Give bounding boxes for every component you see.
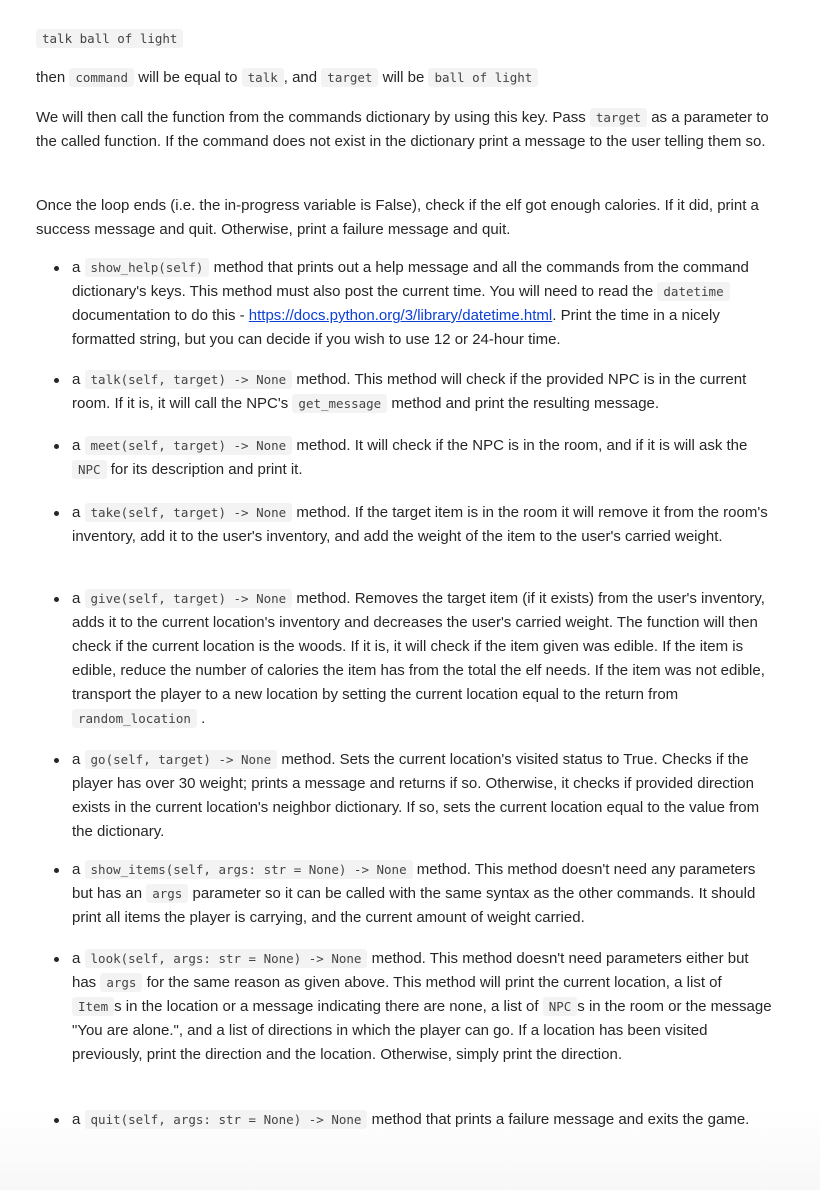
inline-code: target <box>590 108 647 127</box>
text: method. This method doesn't need parameters either but has <box>72 950 749 991</box>
datetime-docs-link[interactable]: https://docs.python.org/3/library/datetime.html <box>248 307 553 324</box>
inline-code: NPC <box>543 997 578 1016</box>
list-item-look <box>72 947 774 1067</box>
text: a <box>72 590 81 607</box>
text: a <box>72 437 81 454</box>
inline-code: meet(self, target) -> None <box>85 436 293 455</box>
inline-code: talk <box>242 68 284 87</box>
inline-code: args <box>100 973 142 992</box>
list-item-show-help <box>72 256 774 352</box>
inline-code: go(self, target) -> None <box>85 750 278 769</box>
text: We will then call the function from the commands dictionary by using this key. Pass <box>36 109 586 126</box>
text: method. Removes the target item (if it exists) from the user's inventory, adds it to the current location's inventory and decreases the user's carried weight. The function will then check if the current location is the woods. If it is, it will check if the item given was edible. If the item is edible, reduce the number of calories the item has from the total the elf needs. If the item was not edible, transport the player to a new location by setting the current location equal to the return from <box>72 590 765 703</box>
text: , and <box>283 69 318 86</box>
text: s in the location or a message indicating there are none, a list of <box>114 998 539 1015</box>
text: . Print the time in a nicely formatted string, but you can decide if you wish to use 12 or 24-hour time. <box>72 307 720 348</box>
text: method. This method doesn't need any parameters but has an <box>72 861 756 902</box>
paragraph-command-target <box>36 66 792 90</box>
inline-code: show_help(self) <box>85 258 210 277</box>
inline-code: talk(self, target) -> None <box>85 370 293 389</box>
inline-code: quit(self, args: str = None) -> None <box>85 1110 368 1129</box>
list-item-go <box>72 748 774 844</box>
text: method and print the resulting message. <box>391 395 660 412</box>
inline-code: target <box>321 68 378 87</box>
text: will be <box>382 69 425 86</box>
text: a <box>72 950 81 967</box>
text: method. If the target item is in the room it will remove it from the room's inventory, add it to the user's inventory, and add the weight of the item to the user's carried weight. <box>72 504 768 545</box>
text: a <box>72 259 81 276</box>
code-example-text: talk ball of light <box>36 29 183 48</box>
inline-code: NPC <box>72 460 107 479</box>
code-example <box>36 27 183 51</box>
list-item-meet <box>72 434 774 482</box>
text: will be equal to <box>138 69 238 86</box>
inline-code: look(self, args: str = None) -> None <box>85 949 368 968</box>
inline-code: give(self, target) -> None <box>85 589 293 608</box>
inline-code: command <box>69 68 134 87</box>
list-item-take <box>72 501 774 549</box>
inline-code: args <box>146 884 188 903</box>
text: a <box>72 861 81 878</box>
inline-code: datetime <box>657 282 729 301</box>
text: method. This method will check if the provided NPC is in the current room. If it is, it will call the NPC's <box>72 371 747 412</box>
list-item-show-items <box>72 858 774 930</box>
text: s in the room or the message "You are alone.", and a list of directions in which the player can go. If a location has been visited previously, print the direction and the location. Otherwise, simply print the direction. <box>72 998 772 1063</box>
text: method that prints out a help message and all the commands from the command dictionary's keys. This method must also post the current time. You will need to read the <box>72 259 749 300</box>
paragraph-loop-end: Once the loop ends (i.e. the in-progress variable is False), check if the elf got enough calories. If it did, print a success message and quit. Otherwise, print a failure message and quit. <box>36 197 759 238</box>
inline-code: random_location <box>72 709 197 728</box>
text: a <box>72 1111 81 1128</box>
inline-code: take(self, target) -> None <box>85 503 293 522</box>
inline-code: get_message <box>292 394 387 413</box>
text: method. It will check if the NPC is in the room, and if it is will ask the <box>296 437 748 454</box>
inline-code: Item <box>72 997 114 1016</box>
list-item-give <box>72 587 774 731</box>
list-item-talk <box>72 368 774 416</box>
text: for its description and print it. <box>110 461 303 478</box>
text: method. Sets the current location's visited status to True. Checks if the player has over 30 weight; prints a message and returns if so. Otherwise, it checks if provided direction exists in the current location's neighbor dictionary. If so, sets the current location equal to the value from the dictionary. <box>72 751 760 840</box>
text: method that prints a failure message and exits the game. <box>371 1111 750 1128</box>
text: documentation to do this - <box>72 307 245 324</box>
text: then <box>36 69 66 86</box>
text: parameter so it can be called with the same syntax as the other commands. It should print all items the player is carrying, and the current amount of weight carried. <box>72 885 756 926</box>
inline-code: show_items(self, args: str = None) -> None <box>85 860 413 879</box>
text: a <box>72 504 81 521</box>
text: a <box>72 751 81 768</box>
text: for the same reason as given above. This method will print the current location, a list of <box>146 974 722 991</box>
text: . <box>201 710 206 727</box>
text: a <box>72 371 81 388</box>
text: as a parameter to the called function. If the command does not exist in the dictionary print a message to the user telling them so. <box>36 109 769 150</box>
inline-code: ball of light <box>428 68 538 87</box>
list-item-quit <box>72 1108 774 1132</box>
paragraph-dictionary-call <box>36 106 792 154</box>
